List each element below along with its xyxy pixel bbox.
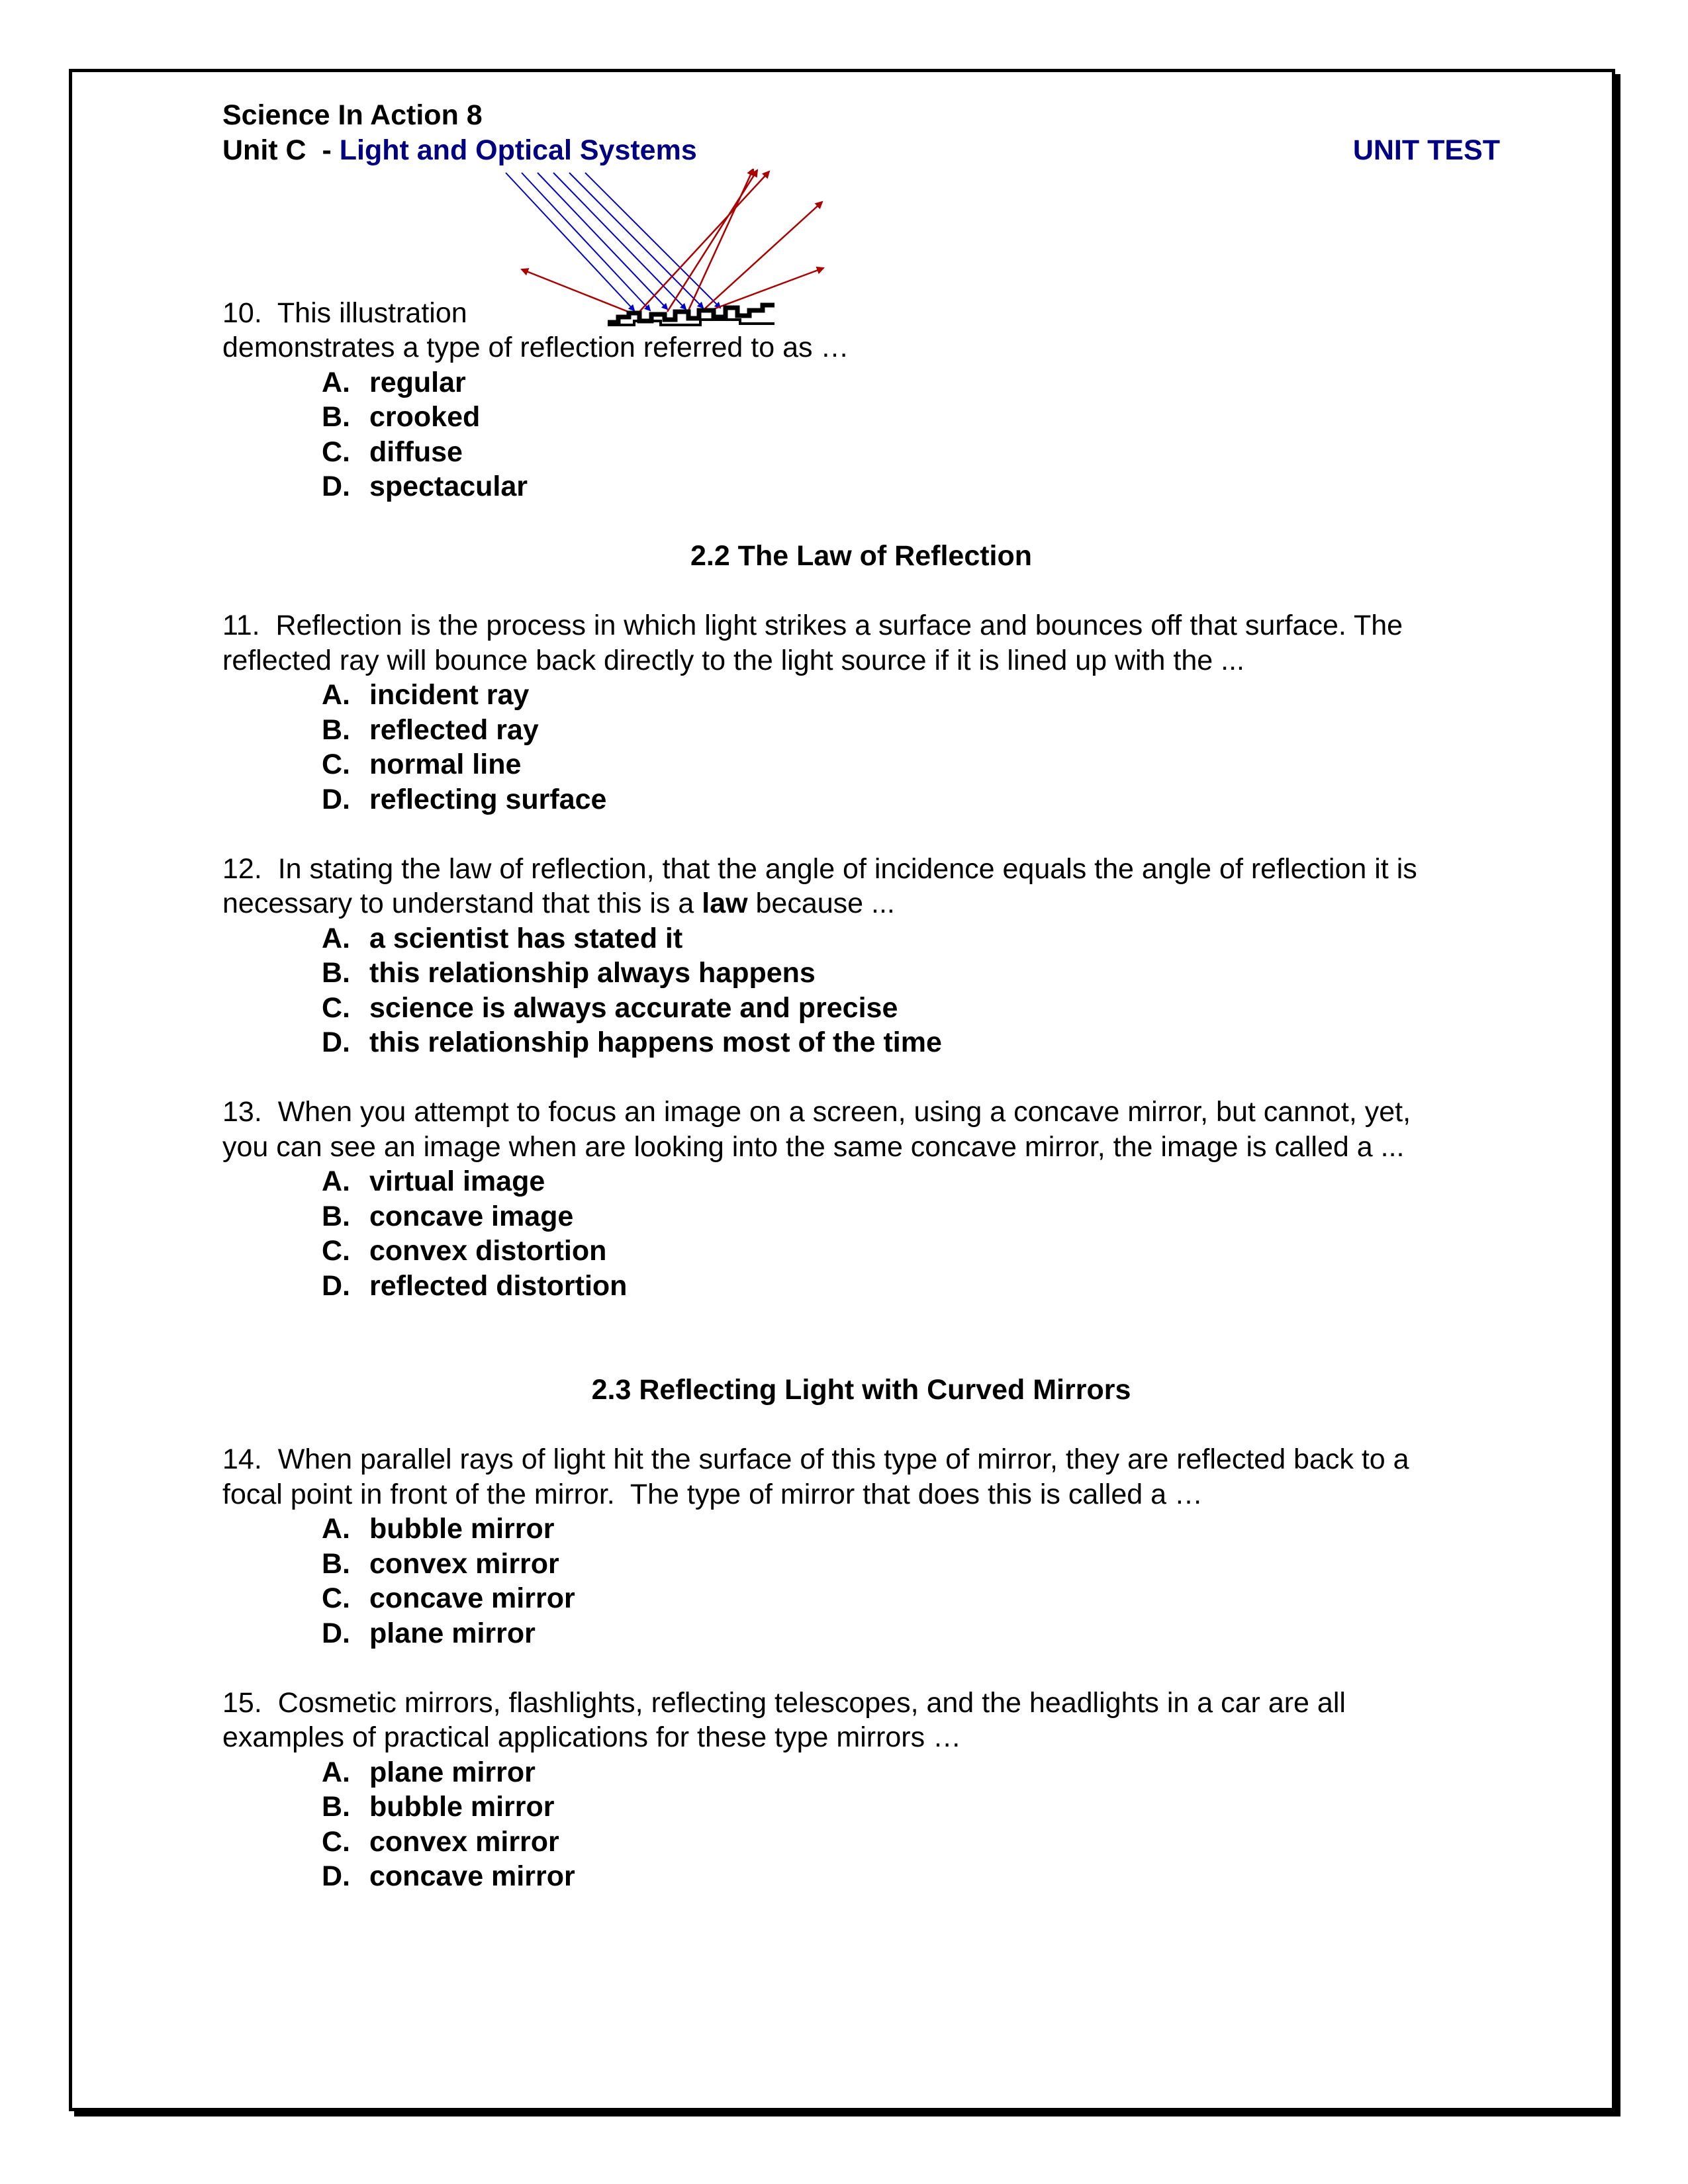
question-text: Reflection is the process in which light strikes a surface and bounces off that surface. The — [275, 610, 1403, 641]
option-letter: B. — [322, 957, 350, 989]
option-letter: B. — [322, 1200, 350, 1232]
option-text: science is always accurate and precise — [369, 991, 898, 1024]
option-letter: D. — [322, 471, 350, 502]
option-text: reflecting surface — [369, 783, 607, 815]
option-text: reflected distortion — [369, 1269, 628, 1302]
answer-option[interactable] — [322, 1547, 1500, 1582]
answer-option[interactable] — [322, 1164, 1500, 1199]
question-text: Cosmetic mirrors, flashlights, reflecting telescopes, and the headlights in a car are all — [277, 1686, 1346, 1719]
emphasis-law: law — [702, 887, 748, 919]
answer-option[interactable] — [322, 1755, 1500, 1790]
option-text: this relationship happens most of the time — [369, 1026, 942, 1058]
option-text: bubble mirror — [369, 1791, 555, 1823]
question-15-line-1 — [222, 1686, 1500, 1721]
answer-option[interactable] — [322, 469, 1500, 504]
option-letter: B. — [322, 713, 350, 746]
question-number: 13. — [222, 1096, 262, 1128]
option-letter: A. — [322, 1756, 350, 1788]
option-text: crooked — [369, 401, 481, 433]
answer-option[interactable] — [322, 956, 1500, 991]
option-text: convex mirror — [369, 1825, 559, 1858]
question-12-line-1 — [222, 852, 1500, 887]
answer-option[interactable] — [322, 400, 1500, 435]
option-letter: A. — [322, 922, 350, 954]
option-letter: A. — [322, 366, 350, 398]
question-13-line-2: you can see an image when are looking into the same concave mirror, the image is called a ... — [222, 1130, 1405, 1163]
option-text: incident ray — [369, 679, 530, 711]
option-letter: A. — [322, 679, 350, 711]
option-letter: B. — [322, 1791, 350, 1823]
option-text: bubble mirror — [369, 1513, 555, 1545]
answer-option[interactable] — [322, 1025, 1500, 1060]
option-text: concave mirror — [369, 1860, 575, 1892]
section-title-2-2: 2.2 The Law of Reflection — [690, 540, 1033, 572]
question-10-intro — [222, 167, 1500, 330]
option-letter: B. — [322, 1547, 350, 1580]
question-text: necessary to understand that this is a — [222, 887, 702, 919]
option-text: virtual image — [369, 1165, 545, 1197]
option-text: plane mirror — [369, 1617, 536, 1649]
option-letter: A. — [322, 1165, 350, 1197]
question-text: When you attempt to focus an image on a screen, using a concave mirror, but cannot, yet, — [277, 1096, 1411, 1128]
option-letter: D. — [322, 1860, 350, 1892]
answer-option[interactable] — [322, 782, 1500, 817]
answer-option[interactable] — [322, 713, 1500, 748]
question-text: When parallel rays of light hit the surface of this type of mirror, they are reflected back to a — [277, 1443, 1409, 1475]
question-number: 10. — [222, 296, 262, 329]
option-letter: D. — [322, 783, 350, 815]
option-text: convex mirror — [369, 1547, 559, 1580]
option-text: this relationship always happens — [369, 957, 816, 989]
answer-option[interactable] — [322, 365, 1500, 400]
spacer — [222, 1651, 1500, 1686]
option-text: regular — [369, 366, 466, 398]
option-text: spectacular — [369, 471, 528, 502]
answer-option[interactable] — [322, 1616, 1500, 1651]
option-letter: A. — [322, 1513, 350, 1545]
spacer — [222, 1060, 1500, 1095]
question-number: 15. — [222, 1686, 262, 1719]
answer-option[interactable] — [322, 1269, 1500, 1304]
answer-option[interactable] — [322, 1581, 1500, 1616]
option-letter: C. — [322, 749, 350, 780]
option-letter: B. — [322, 401, 350, 433]
option-letter: C. — [322, 991, 350, 1024]
question-10-text: demonstrates a type of reflection referred to as … — [222, 332, 849, 363]
answer-option[interactable] — [322, 678, 1500, 713]
answer-option[interactable] — [322, 1790, 1500, 1825]
question-number: 12. — [222, 852, 262, 885]
answer-option[interactable] — [322, 1234, 1500, 1269]
answer-option[interactable] — [322, 1859, 1500, 1894]
spacer — [222, 504, 1500, 539]
spacer — [222, 1408, 1500, 1443]
question-12-line-2 — [222, 886, 1500, 921]
option-letter: D. — [322, 1269, 350, 1302]
option-text: diffuse — [369, 435, 463, 468]
question-13-line-1 — [222, 1095, 1500, 1130]
spacer — [222, 574, 1500, 609]
answer-option[interactable] — [322, 1199, 1500, 1234]
question-text: This illustration — [277, 296, 467, 329]
option-letter: C. — [322, 1825, 350, 1858]
option-text: a scientist has stated it — [369, 922, 683, 954]
section-title-2-3: 2.3 Reflecting Light with Curved Mirrors — [591, 1374, 1131, 1406]
question-10-first-line — [222, 296, 467, 331]
question-number: 11. — [222, 610, 260, 641]
question-14-line-2: focal point in front of the mirror. The type of mirror that does this is called a … — [222, 1478, 1203, 1510]
option-text: concave mirror — [369, 1582, 575, 1614]
unit-header — [222, 133, 1500, 168]
answer-option[interactable] — [322, 1825, 1500, 1860]
spacer — [222, 1338, 1500, 1373]
answer-option[interactable] — [322, 921, 1500, 956]
spacer — [222, 817, 1500, 852]
unit-name: Light and Optical Systems — [339, 134, 697, 166]
option-letter: D. — [322, 1026, 350, 1058]
answer-option[interactable] — [322, 747, 1500, 782]
answer-option[interactable] — [322, 435, 1500, 470]
answer-option[interactable] — [322, 1512, 1500, 1547]
question-11-line-1 — [222, 608, 1500, 643]
option-letter: C. — [322, 1582, 350, 1614]
option-letter: C. — [322, 1235, 350, 1267]
option-text: normal line — [369, 749, 522, 780]
option-text: convex distortion — [369, 1235, 607, 1267]
option-text: concave image — [369, 1200, 574, 1232]
diffuse-reflection-diagram-icon — [502, 169, 899, 330]
book-title: Science In Action 8 — [222, 99, 483, 131]
question-text: because ... — [747, 887, 895, 919]
question-14-line-1 — [222, 1442, 1500, 1477]
answer-option[interactable] — [322, 991, 1500, 1026]
option-letter: D. — [322, 1617, 350, 1649]
option-letter: C. — [322, 435, 350, 468]
question-11-line-2: reflected ray will bounce back directly to the light source if it is lined up with the ... — [222, 644, 1244, 676]
unit-test-label: UNIT TEST — [1352, 134, 1500, 166]
question-text: In stating the law of reflection, that the angle of incidence equals the angle of reflection it is — [277, 852, 1417, 885]
test-page — [222, 98, 1500, 1894]
question-15-line-2: examples of practical applications for these type mirrors … — [222, 1721, 962, 1753]
option-text: reflected ray — [369, 713, 539, 746]
spacer — [222, 1303, 1500, 1338]
unit-label: Unit C - — [222, 134, 340, 166]
question-number: 14. — [222, 1443, 262, 1475]
option-text: plane mirror — [369, 1756, 536, 1788]
